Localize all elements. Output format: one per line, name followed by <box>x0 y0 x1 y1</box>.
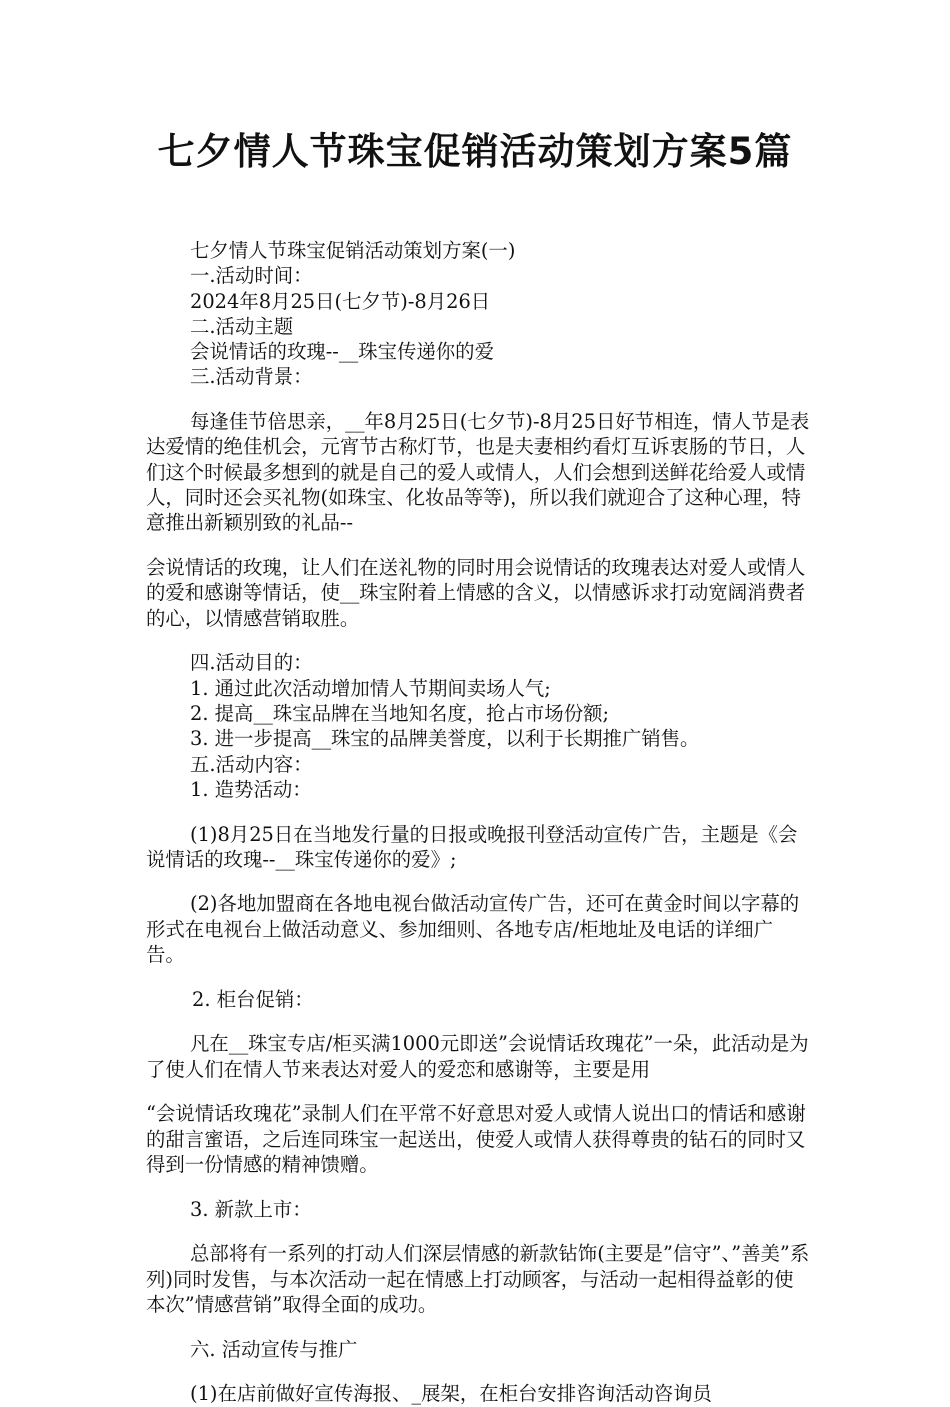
content-1-paragraph-2: (2)各地加盟商在各地电视台做活动宣传广告，还可在黄金时间以字幕的形式在电视台上做活动意义、参加细则、各地专店/柜地址及电话的详细广告。 <box>146 892 800 967</box>
content-3-paragraph-1: 总部将有一系列的打动人们深层情感的新款钻饰(主要是”信守”、”善美”系列)同时发售，与本次活动一起在情感上打动顾客，与活动一起相得益彰的使本次”情感营销”取得全面的成功。 <box>146 1242 810 1316</box>
time-heading: 一.活动时间： <box>190 264 313 288</box>
promo-paragraph-1: (1)在店前做好宣传海报、_展架，在柜台安排咨询活动咨询员 <box>190 1382 712 1406</box>
content-2-paragraph-2: “会说情话玫瑰花”录制人们在平常不好意思对爱人或情人说出口的情话和感谢的甜言蜜语，之后连同珠宝一起送出，使爱人或情人获得尊贵的钻石的同时又得到一份情感的精神馈赠。 <box>146 1102 806 1177</box>
background-paragraph-2: 会说情话的玫瑰，让人们在送礼物的同时用会说情话的玫瑰表达对爱人或情人的爱和感谢等情话，使__珠宝附着上情感的含义，以情感诉求打动宽阔消费者的心，以情感营销取胜。 <box>146 556 806 630</box>
content-heading: 五.活动内容： <box>190 752 313 776</box>
content-1-paragraph-1: (1)8月25日在当地发行量的日报或晚报刊登活动宣传广告，主题是《会说情话的玫瑰--__珠宝传递你的爱》; <box>146 822 798 871</box>
content-2-paragraph-1: 凡在__珠宝专店/柜买满1000元即送”会说情话玫瑰花”一朵，此活动是为了使人们在情人节来表达对爱人的爱恋和感谢等，主要是用 <box>146 1032 809 1081</box>
theme-heading: 二.活动主题 <box>190 314 294 338</box>
plan-subtitle: 七夕情人节珠宝促销活动策划方案(一) <box>190 239 516 262</box>
background-heading: 三.活动背景： <box>190 365 313 389</box>
document-body <box>146 238 810 1407</box>
background-paragraph-1: 每逢佳节倍思亲，__年8月25日(七夕节)-8月25日好节相连，情人节是表达爱情的绝佳机会，元宵节古称灯节，也是夫妻相约看灯互诉衷肠的节日，人们这个时候最多想到的就是自己的爱人或情人，人们会想到送鲜花给爱人或情人，同时还会买礼物(如珠宝、化妆品等等)，所以我们就迎合了这种心理，特意推出新颖别致的礼品-- <box>146 410 810 535</box>
goal-heading: 四.活动目的： <box>190 651 313 675</box>
document-title: 七夕情人节珠宝促销活动策划方案5篇 <box>157 130 793 173</box>
theme-value: 会说情话的玫瑰--__珠宝传递你的爱 <box>190 340 494 364</box>
content-3-heading: 3. 新款上市： <box>190 1197 312 1221</box>
content-1-heading: 1. 造势活动： <box>190 777 312 801</box>
time-value: 2024年8月25日(七夕节)-8月26日 <box>190 289 491 313</box>
goal-item-3: 3. 进一步提高__珠宝的品牌美誉度，以利于长期推广销售。 <box>190 727 700 751</box>
content-2-heading: 2. 柜台促销： <box>192 987 314 1011</box>
promo-heading: 六. 活动宣传与推广 <box>190 1337 358 1361</box>
goal-item-2: 2. 提高__珠宝品牌在当地知名度，抢占市场份额; <box>190 701 610 725</box>
goal-item-1: 1. 通过此次活动增加情人节期间卖场人气; <box>190 676 551 700</box>
